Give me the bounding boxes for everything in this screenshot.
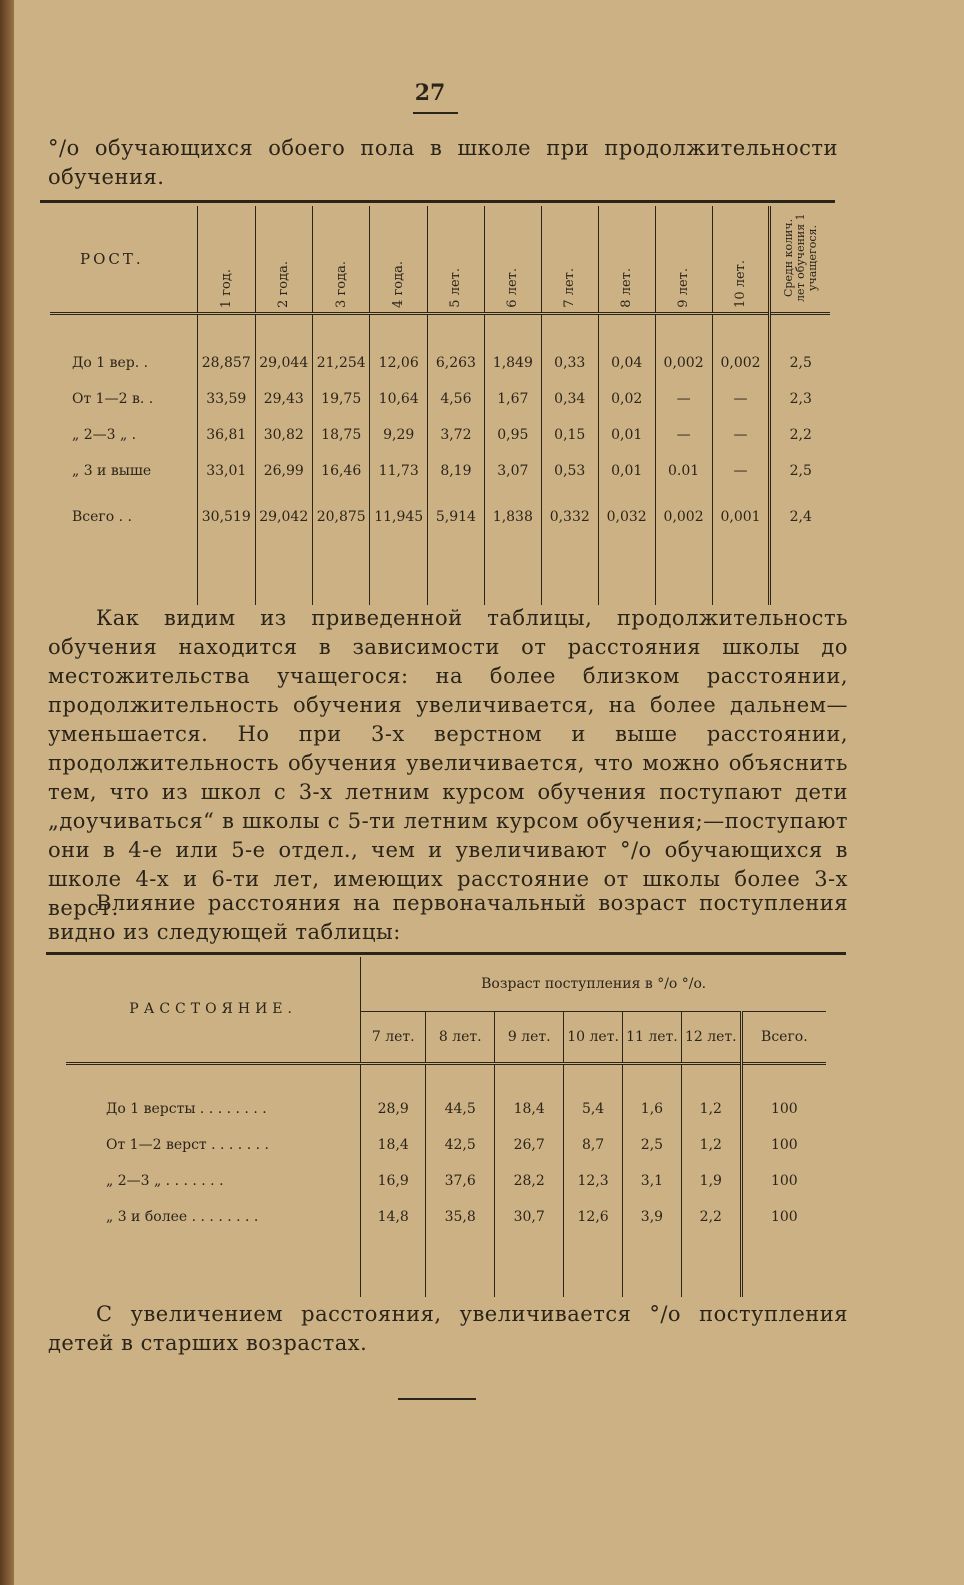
table2-cell: 8,7 xyxy=(564,1127,623,1163)
table2-col-header: 10 лет. xyxy=(564,1011,623,1063)
page-number: 27 xyxy=(414,80,446,106)
table1-col-header: 10 лет. xyxy=(733,260,749,308)
table1-cell: 36,81 xyxy=(198,417,255,453)
table1-cell: 2,2 xyxy=(770,417,830,453)
table1-cell: 33,01 xyxy=(198,453,255,489)
table1-row xyxy=(50,345,830,381)
table1-cell: 29,044 xyxy=(255,345,312,381)
table1-col-header: 6 лет. xyxy=(505,268,521,308)
table1-cell: 2,3 xyxy=(770,381,830,417)
table1-row xyxy=(50,417,830,453)
table1-cell: 2,5 xyxy=(770,345,830,381)
table1-cell: 29,43 xyxy=(255,381,312,417)
table2-header-row xyxy=(66,957,826,1011)
table1-cell: 8,19 xyxy=(427,453,484,489)
table1-cell: — xyxy=(655,381,712,417)
row-label: До 1 версты . . . . . . . . xyxy=(106,1100,267,1117)
row-label: До 1 вер. . xyxy=(72,355,149,371)
table1-cell: 0,001 xyxy=(712,489,770,545)
paragraph-2: Влияние расстояния на первоначальный возраст поступления видно из следующей таблицы: xyxy=(48,891,848,944)
table1-cell: 1,849 xyxy=(484,345,541,381)
table2-cell: 30,7 xyxy=(495,1199,564,1235)
row-label: „ 2—3 „ . . . . . . . xyxy=(106,1172,224,1189)
table1-col-header: 7 лет. xyxy=(562,268,578,308)
table2-col-header: 11 лет. xyxy=(623,1011,682,1063)
table2-cell: 3,9 xyxy=(623,1199,682,1235)
table1-cell: 0,002 xyxy=(712,345,770,381)
table1-cell: 26,99 xyxy=(255,453,312,489)
table2-cell: 16,9 xyxy=(361,1163,426,1199)
table1-cell: 6,263 xyxy=(427,345,484,381)
table1-cell: 0.01 xyxy=(655,453,712,489)
table2 xyxy=(66,957,826,1297)
table1-cell: — xyxy=(655,417,712,453)
table1-cell: 0,95 xyxy=(484,417,541,453)
table1-cell: 33,59 xyxy=(198,381,255,417)
table1-cell: 30,519 xyxy=(198,489,255,545)
table1-cell: 10,64 xyxy=(370,381,427,417)
table1-cell: — xyxy=(712,417,770,453)
table1-cell: — xyxy=(712,381,770,417)
table2-row xyxy=(66,1163,826,1199)
table2-col-header: 9 лет. xyxy=(495,1011,564,1063)
table2-cell: 1,2 xyxy=(681,1091,741,1127)
table1-col-header: 3 года. xyxy=(333,261,349,308)
table1-col-header: 2 года. xyxy=(276,261,292,308)
table2-cell: 100 xyxy=(741,1163,826,1199)
table2-cell: 44,5 xyxy=(426,1091,495,1127)
table2-tail xyxy=(66,1235,826,1297)
table1-cell: 9,29 xyxy=(370,417,427,453)
table1-cell: 19,75 xyxy=(312,381,369,417)
table2-top-rule xyxy=(46,952,846,955)
table1-col-header: 1 год. xyxy=(218,268,234,308)
table1-cell: 0,34 xyxy=(541,381,598,417)
table1 xyxy=(50,206,830,605)
table2-cell: 42,5 xyxy=(426,1127,495,1163)
table2-cell: 5,4 xyxy=(564,1091,623,1127)
table1-cell: 2,5 xyxy=(770,453,830,489)
table2-cell: 2,2 xyxy=(681,1199,741,1235)
table1-cell: 0,002 xyxy=(655,345,712,381)
table1-cell: 30,82 xyxy=(255,417,312,453)
table1-cell: 3,07 xyxy=(484,453,541,489)
table1-caption: °/o обучающихся обоего пола в школе при продолжительности обучения. xyxy=(48,136,838,189)
table1-cell: 0,002 xyxy=(655,489,712,545)
table2-cell: 100 xyxy=(741,1199,826,1235)
table2-cell: 12,3 xyxy=(564,1163,623,1199)
table2-cell: 1,9 xyxy=(681,1163,741,1199)
table2-cell: 3,1 xyxy=(623,1163,682,1199)
row-label: Всего . . xyxy=(72,509,132,525)
table1-cell: 21,254 xyxy=(312,345,369,381)
table1-cell: 11,73 xyxy=(370,453,427,489)
table1-cell: 1,67 xyxy=(484,381,541,417)
table2-row xyxy=(66,1199,826,1235)
table2-col-header: 8 лет. xyxy=(426,1011,495,1063)
table2-col-header: 7 лет. xyxy=(361,1011,426,1063)
table2-cell: 100 xyxy=(741,1127,826,1163)
table2-cell: 28,9 xyxy=(361,1091,426,1127)
table1-cell: 0,01 xyxy=(598,417,655,453)
page-number-underline xyxy=(413,112,458,114)
table2-row xyxy=(66,1127,826,1163)
table2-cell: 1,2 xyxy=(681,1127,741,1163)
table1-col-header: 9 лет. xyxy=(676,268,692,308)
table1-cell: 11,945 xyxy=(370,489,427,545)
table1-cell: 1,838 xyxy=(484,489,541,545)
row-label: „ 3 и более . . . . . . . . xyxy=(106,1208,259,1225)
table1-cell: 0,02 xyxy=(598,381,655,417)
table1-cell: 0,33 xyxy=(541,345,598,381)
table1-cell: 3,72 xyxy=(427,417,484,453)
table2-row-header: РАССТОЯНИЕ. xyxy=(129,1001,297,1018)
row-label: „ 3 и выше xyxy=(72,463,152,479)
table1-cell: 2,4 xyxy=(770,489,830,545)
table1-cell: 16,46 xyxy=(312,453,369,489)
table1-cell: 18,75 xyxy=(312,417,369,453)
table1-cell: 0,04 xyxy=(598,345,655,381)
table2-cell: 28,2 xyxy=(495,1163,564,1199)
table2-cell: 2,5 xyxy=(623,1127,682,1163)
table2-cell: 35,8 xyxy=(426,1199,495,1235)
table1-cell: 20,875 xyxy=(312,489,369,545)
table1-cell: — xyxy=(712,453,770,489)
table1-tail xyxy=(50,545,830,605)
table1-cell: 0,53 xyxy=(541,453,598,489)
row-label: От 1—2 в. . xyxy=(72,391,154,407)
table1-col-header: 5 лет. xyxy=(448,268,464,308)
row-label: „ 2—3 „ . xyxy=(72,427,137,443)
table1-cell: 5,914 xyxy=(427,489,484,545)
table1-header-row xyxy=(50,206,830,314)
table1-cell: 0,332 xyxy=(541,489,598,545)
table2-cell: 12,6 xyxy=(564,1199,623,1235)
table1-cell: 12,06 xyxy=(370,345,427,381)
row-label: От 1—2 верст . . . . . . . xyxy=(106,1136,269,1153)
table2-separator xyxy=(66,1063,826,1091)
table1-col-header: Средн колич. лет обучения 1 учащегося. xyxy=(781,213,819,303)
table1-col-header: 8 лет. xyxy=(619,268,635,308)
table1-separator xyxy=(50,314,830,346)
table1-top-rule xyxy=(40,200,835,203)
table1-cell: 4,56 xyxy=(427,381,484,417)
closing-rule xyxy=(398,1398,476,1400)
table2-col-header: Всего. xyxy=(741,1011,826,1063)
book-spine xyxy=(0,0,14,1585)
table2-cell: 18,4 xyxy=(361,1127,426,1163)
table1-row xyxy=(50,453,830,489)
table2-row xyxy=(66,1091,826,1127)
table2-cell: 26,7 xyxy=(495,1127,564,1163)
table1-row xyxy=(50,381,830,417)
table2-group-header: Возраст поступления в °/o °/o. xyxy=(361,957,826,1011)
table1-cell: 0,15 xyxy=(541,417,598,453)
table2-cell: 14,8 xyxy=(361,1199,426,1235)
table2-cell: 37,6 xyxy=(426,1163,495,1199)
table2-cell: 18,4 xyxy=(495,1091,564,1127)
table1-row-total xyxy=(50,489,830,545)
paragraph-1: Как видим из приведенной таблицы, продолжительность обучения находится в зависимости от расстояния школы до местожительства учащегося: на более близком расстоянии, продолжительность обучения увеличивается, на более дальнем—уменьшается. Но при 3-х верстном и выше расстоянии, продолжительность обучения увеличивается, что можно объяснить тем, что из школ с 3-х летним курсом обучения поступают дети „доучиваться“ в школы с 5-ти летним курсом обучения;—поступают они в 4-е или 5-е отдел., чем и увеличивают °/o обучающихся в школе 4-х и 6-ти лет, имеющих расстояние от школы более 3-х верст. xyxy=(48,606,848,920)
table1-col-header: 4 года. xyxy=(391,261,407,308)
table2-cell: 100 xyxy=(741,1091,826,1127)
table1-cell: 0,032 xyxy=(598,489,655,545)
paragraph-3: С увеличением расстояния, увеличивается °/o поступления детей в старших возрастах. xyxy=(48,1302,848,1355)
table2-cell: 1,6 xyxy=(623,1091,682,1127)
table1-cell: 28,857 xyxy=(198,345,255,381)
table1-cell: 29,042 xyxy=(255,489,312,545)
table1-cell: 0,01 xyxy=(598,453,655,489)
table2-col-header: 12 лет. xyxy=(681,1011,741,1063)
table1-row-header: РОСТ. xyxy=(80,250,144,268)
